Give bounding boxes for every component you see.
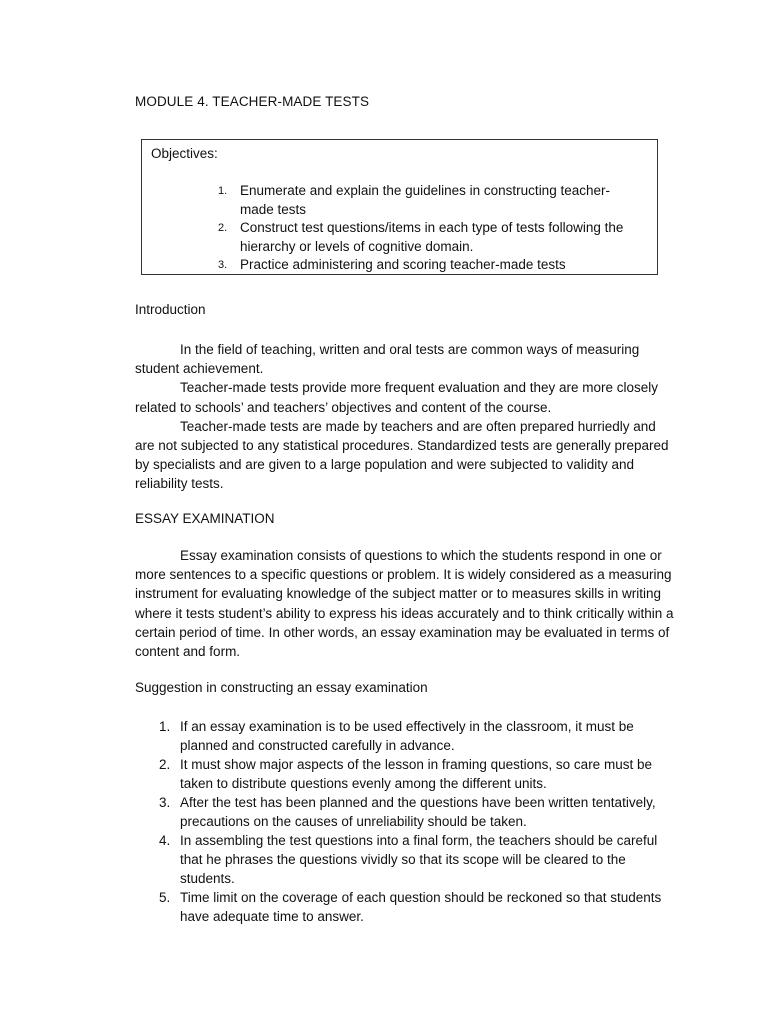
objective-item	[142, 256, 640, 275]
essay-body	[135, 546, 675, 661]
suggestion-text: Time limit on the coverage of each question should be reckoned so that students have adequate time to answer.	[180, 890, 662, 924]
suggestion-text: It must show major aspects of the lesson in framing questions, so care must be taken to distribute questions evenly among the different units.	[180, 757, 652, 791]
objective-item	[142, 219, 640, 256]
objective-number: 1.	[218, 185, 228, 197]
suggestion-text: In assembling the test questions into a final form, the teachers should be careful that he phrases the questions vividly so that its scope will be cleared to the students.	[180, 833, 658, 886]
objective-number: 2.	[218, 222, 228, 234]
suggestion-item	[135, 793, 680, 831]
suggestion-text: After the test has been planned and the questions have been written tentatively, precautions on the causes of unreliability should be taken.	[180, 795, 656, 829]
suggestion-number: 4.	[159, 833, 171, 848]
introduction-paragraph: Teacher-made tests are made by teachers and are often prepared hurriedly and are not subjected to any statistical procedures. Standardized tests are generally prepared by specialists and are given to a large population and were subjected to validity and reliability tests.	[135, 418, 669, 492]
suggestions-list	[135, 717, 680, 926]
objectives-box	[141, 139, 658, 275]
suggestion-number: 1.	[159, 719, 171, 734]
suggestion-item	[135, 831, 680, 888]
objective-text: Construct test questions/items in each type of tests following the hierarchy or levels of cognitive domain.	[240, 220, 624, 254]
introduction-body	[135, 340, 675, 494]
objective-text: Practice administering and scoring teacher-made tests	[240, 257, 566, 272]
suggestion-item	[135, 717, 680, 755]
suggestion-item	[135, 755, 680, 793]
objectives-list	[142, 182, 640, 275]
essay-paragraph: Essay examination consists of questions to which the students respond in one or more sentences to a specific questions or problem. It is widely considered as a measuring instrument for evaluating knowledge of the subject matter or to measures skills in writing where it tests student’s ability to express his ideas accurately and to think critically within a certain period of time. In other words, an essay examination may be evaluated in terms of content and form.	[135, 548, 674, 660]
suggestion-text: If an essay examination is to be used effectively in the classroom, it must be planned and constructed carefully in advance.	[180, 719, 634, 753]
suggestion-number: 5.	[159, 890, 171, 905]
module-title: MODULE 4. TEACHER-MADE TESTS	[135, 94, 370, 109]
suggestion-number: 3.	[159, 795, 171, 810]
suggestion-item	[135, 888, 680, 926]
objective-number: 3.	[218, 259, 228, 271]
objectives-label: Objectives:	[151, 146, 218, 161]
suggestion-number: 2.	[159, 757, 171, 772]
suggestions-heading: Suggestion in constructing an essay examination	[135, 680, 428, 695]
introduction-heading: Introduction	[135, 302, 206, 317]
essay-heading: ESSAY EXAMINATION	[135, 511, 275, 526]
introduction-paragraph: Teacher-made tests provide more frequent evaluation and they are more closely related to schools’ and teachers’ objectives and content of the course.	[135, 380, 659, 415]
introduction-paragraph: In the field of teaching, written and oral tests are common ways of measuring student achievement.	[135, 342, 640, 377]
objective-item	[142, 182, 640, 219]
objective-text: Enumerate and explain the guidelines in constructing teacher-made tests	[240, 183, 610, 217]
